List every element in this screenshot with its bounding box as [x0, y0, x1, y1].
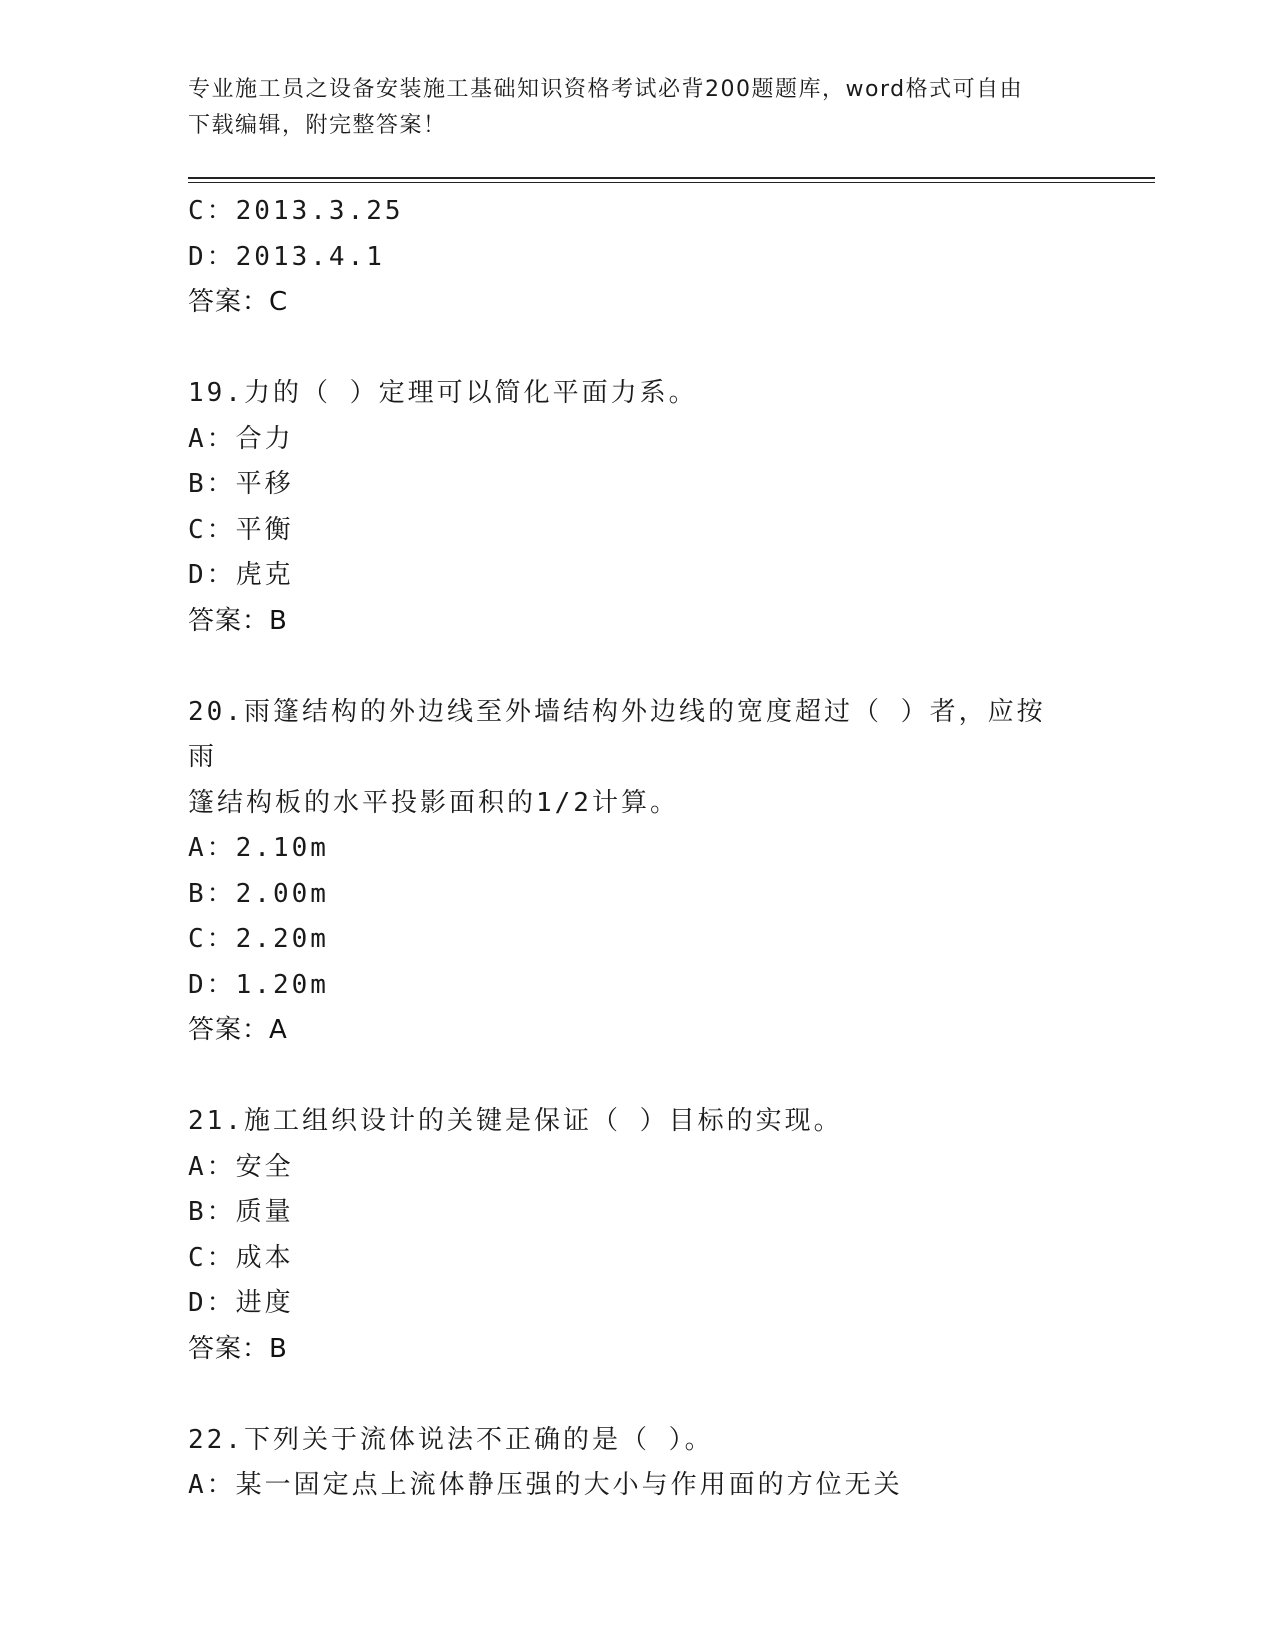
question-block	[188, 690, 1088, 1054]
question-gap	[188, 326, 1088, 372]
question-gap	[188, 644, 1088, 690]
option-a: A：安全	[188, 1151, 294, 1182]
question-stem-continued: 篷结构板的水平投影面积的1/2计算。	[188, 787, 679, 818]
question-stem: 20.雨篷结构的外边线至外墙结构外边线的宽度超过（ ）者，应按雨	[188, 696, 1046, 772]
option-a: A：某一固定点上流体静压强的大小与作用面的方位无关	[188, 1470, 903, 1500]
option-a: A：2.10m	[188, 833, 329, 863]
header-divider-thick	[188, 177, 1155, 179]
document-header	[188, 72, 1088, 144]
option-c: C：2.20m	[188, 924, 329, 954]
answer-line: 答案：B	[188, 605, 288, 636]
question-block	[188, 1099, 1088, 1372]
option-c: C：平衡	[188, 514, 294, 545]
option-d: D：进度	[188, 1288, 294, 1318]
header-line-2: 下载编辑，附完整答案！	[188, 113, 447, 138]
question-block	[188, 1418, 1088, 1509]
question-list	[188, 189, 1088, 1509]
answer-line: 答案：A	[188, 1015, 288, 1045]
question-gap	[188, 1054, 1088, 1100]
question-stem: 22.下列关于流体说法不正确的是（ ）。	[188, 1424, 714, 1455]
option-b: B：质量	[188, 1197, 294, 1227]
option-c: C：成本	[188, 1242, 294, 1273]
question-block	[188, 371, 1088, 644]
header-divider-thin	[188, 182, 1155, 183]
question-stem: 19.力的（ ）定理可以简化平面力系。	[188, 378, 698, 408]
question-stem: 21.施工组织设计的关键是保证（ ）目标的实现。	[188, 1106, 843, 1136]
header-line-1: 专业施工员之设备安装施工基础知识资格考试必背200题题库，word格式可自由	[188, 77, 1024, 102]
option-d: D：虎克	[188, 560, 294, 590]
option-b: B：2.00m	[188, 878, 329, 909]
option-b: B：平移	[188, 469, 294, 499]
option-d: D：2013.4.1	[188, 241, 385, 272]
answer-line: 答案：C	[188, 287, 289, 317]
option-a: A：合力	[188, 423, 294, 454]
question-gap	[188, 1372, 1088, 1418]
option-c: C：2013.3.25	[188, 196, 404, 226]
option-d: D：1.20m	[188, 969, 329, 1000]
answer-line: 答案：B	[188, 1333, 288, 1364]
